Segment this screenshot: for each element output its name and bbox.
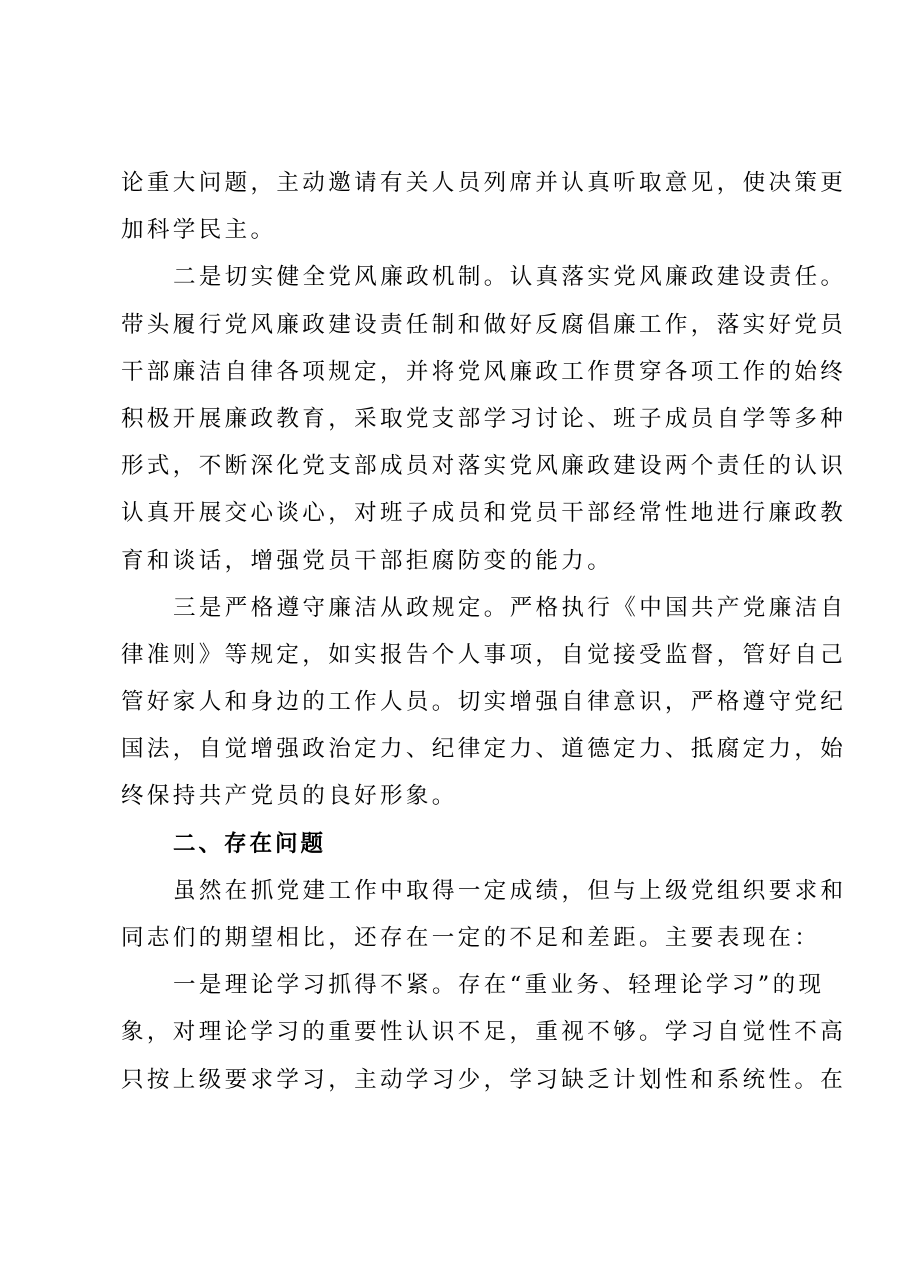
paragraph-start-line: 二是切实健全党风廉政机制。认真落实党风廉政建设责任。	[173, 264, 847, 291]
text-line: 带头履行党风廉政建设责任制和做好反腐倡廉工作，落实好党员	[121, 311, 847, 338]
text-line: 象，对理论学习的重要性认识不足，重视不够。学习自觉性不高	[121, 1019, 847, 1046]
section-heading: 二、存在问题	[173, 830, 327, 857]
paragraph-start-line: 虽然在抓党建工作中取得一定成绩，但与上级党组织要求和	[173, 877, 847, 904]
document-body	[121, 160, 847, 1104]
text-line: 终保持共产党员的良好形象。	[121, 783, 458, 810]
text-line: 干部廉洁自律各项规定，并将党风廉政工作贯穿各项工作的始终	[121, 358, 847, 385]
text-line: 育和谈话，增强党员干部拒腐防变的能力。	[121, 547, 614, 574]
text-line: 加科学民主。	[121, 217, 277, 244]
text-line: 管好家人和身边的工作人员。切实增强自律意识，严格遵守党纪	[121, 689, 847, 716]
text-line: 认真开展交心谈心，对班子成员和党员干部经常性地进行廉政教	[121, 500, 847, 527]
text-line: 论重大问题，主动邀请有关人员列席并认真听取意见，使决策更	[121, 170, 847, 196]
text-line: 形式，不断深化党支部成员对落实党风廉政建设两个责任的认识	[121, 453, 847, 480]
paragraph-start-line: 三是严格遵守廉洁从政规定。严格执行《中国共产党廉洁自	[173, 594, 847, 621]
paragraph-start-line: 一是理论学习抓得不紧。存在“重业务、轻理论学习”的现	[173, 972, 825, 999]
text-line: 律准则》等规定，如实报告个人事项，自觉接受监督，管好自己	[121, 641, 847, 668]
text-line: 同志们的期望相比，还存在一定的不足和差距。主要表现在：	[121, 925, 821, 951]
text-line: 只按上级要求学习，主动学习少，学习缺乏计划性和系统性。在	[121, 1066, 847, 1093]
text-line: 积极开展廉政教育，采取党支部学习讨论、班子成员自学等多种	[121, 405, 847, 432]
text-line: 国法，自觉增强政治定力、纪律定力、道德定力、抵腐定力，始	[121, 736, 847, 763]
